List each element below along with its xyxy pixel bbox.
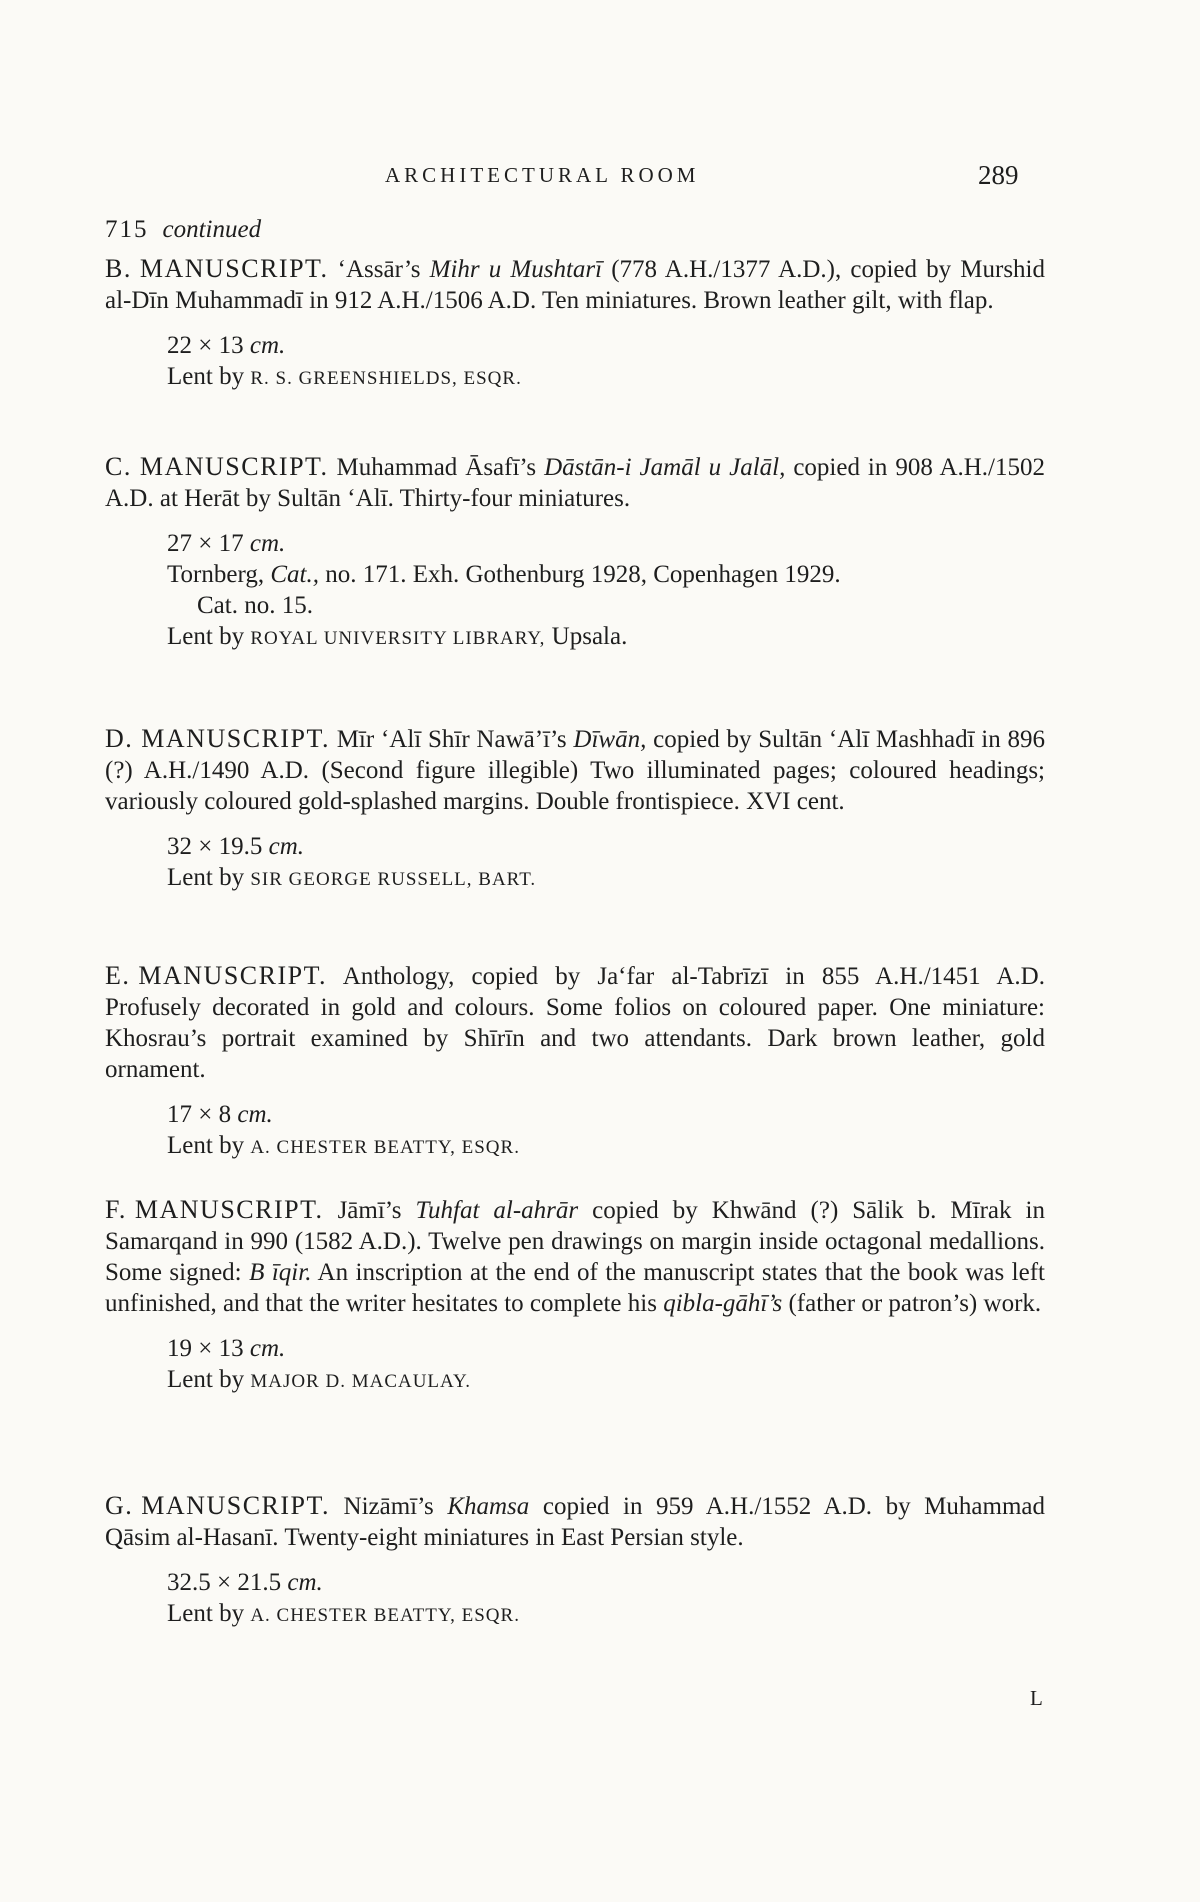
lender-name: A. CHESTER BEATTY, ESQR. [250,1137,520,1158]
item-lead [105,1491,330,1520]
dimensions-value: 32 × 19.5 [167,833,269,860]
item-meta [167,330,1045,394]
item-meta [167,1333,1045,1397]
dimensions-value: 17 × 8 [167,1101,238,1128]
item-lead [105,724,330,753]
item-text: ‘Assār’s [328,256,430,283]
item-description [105,1194,1045,1319]
catalogue-item-e [105,960,1045,1163]
work-title: Dāstān-i Jamāl u Jalāl, [544,454,786,481]
item-description [105,451,1045,514]
item-letter: C. [105,452,132,481]
item-description [105,253,1045,316]
item-letter: E. [105,961,131,990]
item-text: Muhammad Āsafī’s [328,454,545,481]
running-head [0,160,1200,190]
dimensions-unit: cm. [249,530,286,557]
item-letter: D. [105,724,134,753]
lent-by-label: Lent by [167,1600,251,1627]
dimensions [167,528,1045,559]
signature-mark: L [1030,1686,1043,1710]
entry-continued-label: continued [162,216,262,243]
item-description [105,723,1045,817]
work-title: Khamsa [447,1493,530,1520]
lender-line [167,1598,1045,1631]
dimensions-unit: cm. [249,1335,286,1362]
dimensions-value: 22 × 13 [167,332,250,359]
item-letter: F. [105,1195,127,1224]
catalogue-item-f [105,1194,1045,1397]
item-meta [167,1567,1045,1631]
reference-text: no. 171. Exh. Gothenburg 1928, Copenhagen 1929. [318,561,841,588]
dimensions [167,1099,1045,1130]
dimensions [167,831,1045,862]
lent-by-label: Lent by [167,363,251,390]
signature-name: B īqir. [249,1259,312,1286]
item-text: copied by Khwānd (?) Sālik b. Mīrak in Samarqand in 990 (1582 A.D.). Twelve pen drawings on margin inside octagonal medallions. Some signed: [105,1197,1045,1286]
catalogue-item-g [105,1490,1045,1631]
lent-by-label: Lent by [167,1132,251,1159]
lender-name: A. CHESTER BEATTY, ESQR. [250,1605,520,1626]
item-text: (778 A.H./1377 A.D.), copied by Murshid al-Dīn Muhammadī in 912 A.H./1506 A.D. Ten miniatures. Brown leather gilt, with flap. [105,256,1045,314]
dimensions-value: 19 × 13 [167,1335,250,1362]
item-description [105,960,1045,1085]
item-text: copied in 959 A.H./1552 A.D. by Muhammad Qāsim al-Hasanī. Twenty-eight miniatures in East Persian style. [105,1493,1045,1551]
entry-number: 715 [105,216,149,243]
item-type-label: MANUSCRIPT. [138,961,328,990]
item-type-label: MANUSCRIPT. [134,1195,324,1224]
item-text: An inscription at the end of the manuscript states that the book was left unfinished, and that the writer hesitates to complete his [105,1259,1045,1317]
entry-heading [105,216,261,244]
reference-cat: Cat., [270,561,319,588]
item-lead [105,1195,324,1224]
item-meta [167,1099,1045,1163]
item-type-label: MANUSCRIPT. [139,452,329,481]
dimensions-value: 32.5 × 21.5 [167,1569,288,1596]
item-lead [105,961,327,990]
item-lead [105,452,329,481]
item-text: copied by Sultān ‘Alī Mashhadī in 896 (?) A.H./1490 A.D. (Second figure illegible) Two illuminated pages; coloured headings; variously coloured gold-splashed margins. Double frontispiece. XVI cent. [105,726,1045,815]
item-letter: B. [105,254,132,283]
item-text: Mīr ‘Alī Shīr Nawā’ī’s [329,726,574,753]
item-meta [167,528,1045,654]
item-meta [167,831,1045,895]
item-description [105,1490,1045,1553]
lender-name: MAJOR D. MACAULAY. [250,1371,472,1392]
lender-line [167,621,1045,654]
dimensions [167,1333,1045,1364]
lender-line [167,1364,1045,1397]
item-text: copied in 908 A.H./1502 A.D. at Herāt by Sultān ‘Alī. Thirty-four miniatures. [105,454,1045,512]
catalogue-item-d [105,723,1045,895]
item-text: Nizāmī’s [329,1493,448,1520]
item-type-label: MANUSCRIPT. [141,724,330,753]
dimensions-value: 27 × 17 [167,530,250,557]
lent-by-label: Lent by [167,623,251,650]
lender-name: R. S. GREENSHIELDS, ESQR. [250,368,522,389]
item-type-label: MANUSCRIPT. [141,1491,330,1520]
running-title: ARCHITECTURAL ROOM [385,163,700,187]
item-text: Jāmī’s [323,1197,416,1224]
catalogue-item-c [105,451,1045,654]
lender-line [167,1130,1045,1163]
lender-place: Upsala. [545,623,628,650]
dimensions-unit: cm. [268,833,305,860]
item-type-label: MANUSCRIPT. [139,254,329,283]
lent-by-label: Lent by [167,864,251,891]
dimensions-unit: cm. [287,1569,323,1596]
work-title: Mihr u Mushtarī [429,256,603,283]
dimensions-unit: cm. [237,1101,273,1128]
dimensions-unit: cm. [249,332,286,359]
dimensions [167,330,1045,361]
dimensions [167,1567,1045,1598]
reference-line [167,559,1045,590]
lender-name: ROYAL UNIVERSITY LIBRARY, [250,628,546,649]
page-number: 289 [978,160,1019,190]
work-title-2: qibla-gāhī’s [663,1290,783,1317]
item-text: Anthology, copied by Ja‘far al-Tabrīzī in 855 A.H./1451 A.D. Profusely decorated in gold and colours. Some folios on coloured paper. One miniature: Khosrau’s portrait examined by Shīrīn and two attendants. Dark brown leather, gold ornament. [105,963,1045,1083]
item-lead [105,254,329,283]
item-letter: G. [105,1491,134,1520]
lent-by-label: Lent by [167,1366,251,1393]
work-title: Dīwān, [573,726,647,753]
lender-name: SIR GEORGE RUSSELL, BART. [250,869,537,890]
item-text: (father or patron’s) work. [782,1290,1042,1317]
catalogue-item-b [105,253,1045,394]
reference-line-2: Cat. no. 15. [197,592,313,619]
lender-line [167,862,1045,895]
lender-line [167,361,1045,394]
work-title: Tuhfat al-ahrār [415,1197,579,1224]
reference-author: Tornberg, [167,561,271,588]
